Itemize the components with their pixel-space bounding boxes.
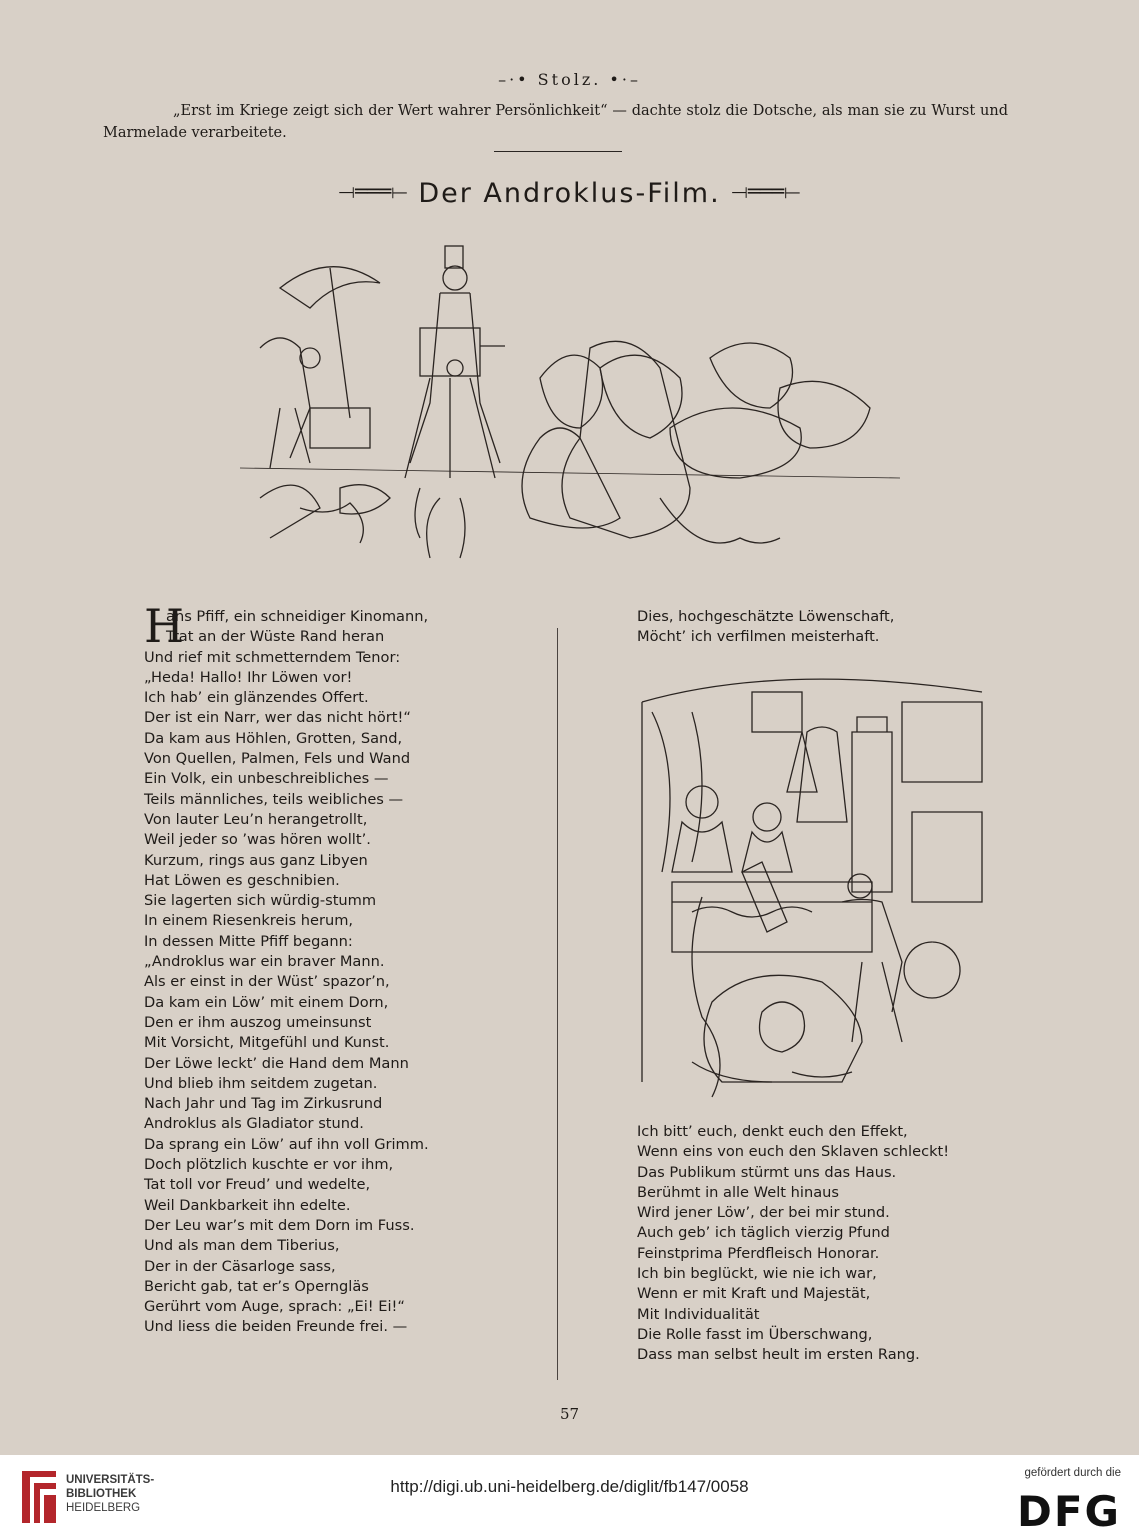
poem-line: Der Leu war’s mit dem Dorn im Fuss. bbox=[144, 1216, 415, 1234]
poem-line: Trat an der Wüste Rand heran bbox=[166, 628, 385, 646]
page-number: 57 bbox=[559, 1405, 580, 1423]
poem-line: Das Publikum stürmt uns das Haus. bbox=[637, 1163, 897, 1181]
poem-line: Mit Individualität bbox=[637, 1305, 760, 1323]
dfg-logo: DFG bbox=[1016, 1487, 1121, 1536]
illustration-lions-filming bbox=[240, 228, 900, 588]
poem-line: Teils männliches, teils weibliches — bbox=[144, 790, 404, 808]
poem-line: Die Rolle fasst im Überschwang, bbox=[637, 1325, 873, 1343]
poem-right-column-bottom bbox=[637, 1122, 1017, 1366]
poem-line: Und als man dem Tiberius, bbox=[144, 1237, 340, 1255]
poem-left-column bbox=[144, 599, 544, 1338]
poem-line: Von Quellen, Palmen, Fels und Wand bbox=[144, 750, 411, 768]
article-title-text: Der Androklus-Film. bbox=[418, 178, 721, 209]
poem-line: Wird jener Löw’, der bei mir stund. bbox=[637, 1204, 890, 1222]
poem-line: ans Pfiff, ein schneidiger Kinomann, bbox=[166, 608, 429, 625]
poem-line: Der ist ein Narr, wer das nicht hört!“ bbox=[144, 709, 411, 727]
poem-line: Hat Löwen es geschnibien. bbox=[144, 871, 340, 889]
sponsor-caption: gefördert durch die bbox=[1024, 1467, 1121, 1479]
poem-line: „Androklus war ein braver Mann. bbox=[144, 953, 385, 971]
poem-line: Ein Volk, ein unbeschreibliches — bbox=[144, 770, 389, 788]
poem-line: „Heda! Hallo! Ihr Löwen vor! bbox=[144, 668, 353, 686]
section-title: –·• Stolz. •·– bbox=[498, 70, 641, 89]
gladiator-lion-drawing bbox=[632, 672, 997, 1107]
poem-line: Bericht gab, tat er’s Operngläs bbox=[144, 1277, 369, 1295]
poem-line: Auch geb’ ich täglich vierzig Pfund bbox=[637, 1224, 890, 1242]
title-ornament-left: ⟞═══⟝ bbox=[338, 179, 408, 203]
poem-line: Androklus als Gladiator stund. bbox=[144, 1115, 364, 1133]
poem-line: In dessen Mitte Pfiff begann: bbox=[144, 932, 353, 950]
poem-line: Möcht’ ich verfilmen meisterhaft. bbox=[637, 628, 880, 646]
poem-line: Mit Vorsicht, Mitgefühl und Kunst. bbox=[144, 1034, 390, 1052]
poem-right-column-top bbox=[637, 607, 1017, 648]
poem-line: Nach Jahr und Tag im Zirkusrund bbox=[144, 1095, 383, 1113]
drop-cap: H bbox=[144, 599, 185, 653]
poem-line: Berühmt in alle Welt hinaus bbox=[637, 1183, 839, 1201]
poem-line: In einem Riesenkreis herum, bbox=[144, 912, 354, 930]
poem-line: Da sprang ein Löw’ auf ihn voll Grimm. bbox=[144, 1135, 429, 1153]
poem-line: Da kam aus Höhlen, Grotten, Sand, bbox=[144, 729, 403, 747]
illustration-gladiator-lion bbox=[632, 672, 997, 1107]
poem-line: Feinstprima Pferdfleisch Honorar. bbox=[637, 1244, 880, 1262]
poem-line: Weil jeder so ’was hören wollt’. bbox=[144, 831, 371, 849]
poem-line: Sie lagerten sich würdig-stumm bbox=[144, 892, 377, 910]
poem-line: Als er einst in der Wüst’ spazor’n, bbox=[144, 973, 390, 991]
poem-line: Kurzum, rings aus ganz Libyen bbox=[144, 851, 368, 869]
poem-line: Von lauter Leu’n herangetrollt, bbox=[144, 810, 368, 828]
poem-line: Wenn er mit Kraft und Majestät, bbox=[637, 1285, 871, 1303]
poem-line: Ich bin beglückt, wie nie ich war, bbox=[637, 1265, 877, 1283]
divider-rule bbox=[494, 151, 622, 152]
library-name-line: BIBLIOTHEK bbox=[66, 1488, 137, 1500]
university-library-logo-icon bbox=[18, 1467, 60, 1527]
epigram-text: „Erst im Kriege zeigt sich der Wert wahrer Persönlichkeit“ — dachte stolz die Dotsche, als man sie zu Wurst und Marmelade verarbeitete. bbox=[103, 103, 1008, 141]
poem-line: Den er ihm auszog umeinsunst bbox=[144, 1013, 372, 1031]
poem-line: Weil Dankbarkeit ihn edelte. bbox=[144, 1196, 351, 1214]
poem-line: Ich bitt’ euch, denkt euch den Effekt, bbox=[637, 1123, 908, 1140]
article-title bbox=[0, 178, 1139, 209]
poem-line: Der in der Cäsarloge sass, bbox=[144, 1257, 336, 1275]
title-ornament-right: ⟞═══⟝ bbox=[731, 179, 801, 203]
library-name-line: UNIVERSITÄTS- bbox=[66, 1474, 155, 1486]
poem-line: Und liess die beiden Freunde frei. — bbox=[144, 1318, 408, 1336]
lions-filming-drawing bbox=[240, 228, 900, 588]
library-name-line: HEIDELBERG bbox=[66, 1502, 141, 1514]
poem-line: Wenn eins von euch den Sklaven schleckt! bbox=[637, 1143, 950, 1161]
poem-line: Dass man selbst heult im ersten Rang. bbox=[637, 1346, 920, 1364]
poem-line: Der Löwe leckt’ die Hand dem Mann bbox=[144, 1054, 409, 1072]
poem-line: Tat toll vor Freud’ und wedelte, bbox=[144, 1176, 371, 1194]
poem-line: Gerührt vom Auge, sprach: „Ei! Ei!“ bbox=[144, 1298, 405, 1316]
page-url-link[interactable]: http://digi.ub.uni-heidelberg.de/diglit/fb147/0058 bbox=[390, 1477, 749, 1496]
poem-line: Da kam ein Löw’ mit einem Dorn, bbox=[144, 993, 389, 1011]
column-divider bbox=[557, 628, 558, 1380]
footer-bar bbox=[0, 1455, 1139, 1540]
poem-line: Ich hab’ ein glänzendes Offert. bbox=[144, 689, 369, 707]
poem-line: Doch plötzlich kuschte er vor ihm, bbox=[144, 1156, 394, 1174]
poem-line: Und rief mit schmetterndem Tenor: bbox=[144, 648, 401, 666]
poem-line: Und blieb ihm seitdem zugetan. bbox=[144, 1074, 378, 1092]
poem-line: Dies, hochgeschätzte Löwenschaft, bbox=[637, 608, 895, 625]
